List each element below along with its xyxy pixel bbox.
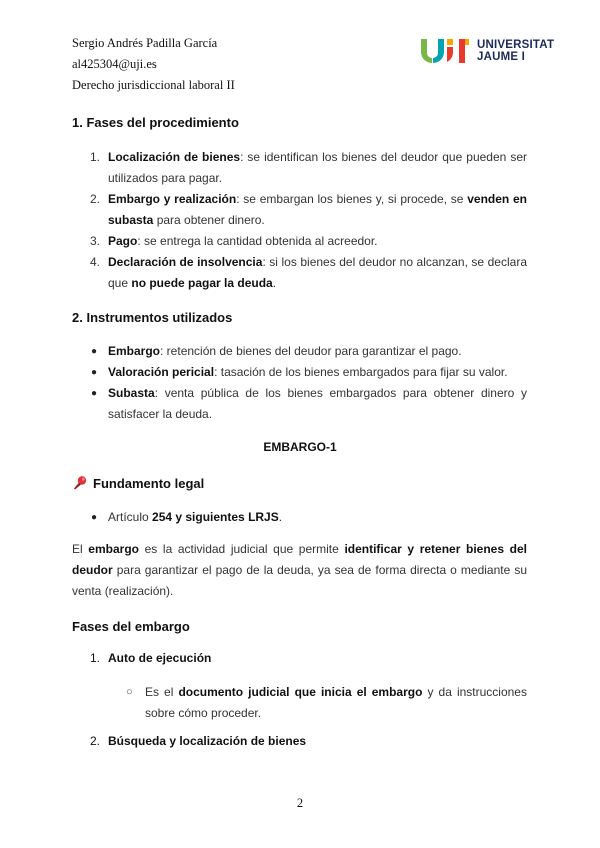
list-item: 2. Embargo y realización: se embargan los bienes y, si procede, se venden en subasta para obtener dinero. — [90, 192, 527, 227]
list-item: ● Subasta: venta pública de los bienes embargados para obtener dinero y satisfacer la deuda. — [90, 383, 527, 425]
circle-bullet-icon: ○ — [126, 686, 133, 698]
procedure-phases-list — [90, 147, 527, 294]
list-item: ● Embargo: retención de bienes del deudor para garantizar el pago. — [90, 341, 527, 362]
bullet-icon: ● — [91, 512, 98, 523]
logo-word-1: UNIVERSITAT — [477, 39, 555, 51]
legal-basis-list — [90, 507, 527, 528]
legal-basis-heading — [72, 475, 204, 491]
pushpin-icon — [72, 475, 88, 491]
university-logo — [421, 37, 554, 65]
uji-logo-icon — [421, 39, 471, 63]
list-item: 3. Pago: se entrega la cantidad obtenida al acreedor. — [90, 234, 378, 248]
list-item: 4. Declaración de insolvencia: si los bienes del deudor no alcanzan, se declara que no puede pagar la deuda. — [90, 255, 527, 290]
list-item: ● Valoración pericial: tasación de los bienes embargados para fijar su valor. — [90, 362, 527, 383]
page-number: 2 — [296, 796, 304, 810]
logo-word-2: JAUME I — [477, 51, 526, 63]
embargo-phases-title: Fases del embargo — [72, 619, 190, 634]
bullet-icon: ● — [91, 367, 98, 378]
embargo-definition-paragraph: El embargo es la actividad judicial que permite identificar y retener bienes del deudor para garantizar el pago de la deuda, ya sea de forma directa o mediante su venta (realización). — [72, 542, 527, 598]
section2-title: 2. Instrumentos utilizados — [72, 310, 233, 325]
phase-item: 1. Auto de ejecución — [90, 651, 212, 665]
phase-subitem: ○ Es el documento judicial que inicia el embargo y da instrucciones sobre cómo proceder. — [126, 682, 527, 724]
header-email: al425304@uji.es — [72, 57, 157, 71]
header-course: Derecho jurisdiccional laboral II — [72, 78, 235, 92]
bullet-icon: ● — [91, 346, 98, 357]
legal-basis-title: Fundamento legal — [93, 475, 205, 491]
instruments-list — [90, 341, 527, 425]
phase-item: 2. Búsqueda y localización de bienes — [90, 734, 307, 748]
bullet-icon: ● — [91, 388, 98, 399]
list-item: ● Artículo 254 y siguientes LRJS. — [90, 507, 527, 528]
logo-text — [477, 39, 554, 63]
section1-title: 1. Fases del procedimiento — [72, 115, 239, 130]
embargo-title: EMBARGO-1 — [263, 440, 337, 454]
list-item: 1. Localización de bienes: se identifican los bienes del deudor que pueden ser utilizados para pagar. — [90, 150, 527, 185]
header-author: Sergio Andrés Padilla García — [72, 36, 218, 50]
